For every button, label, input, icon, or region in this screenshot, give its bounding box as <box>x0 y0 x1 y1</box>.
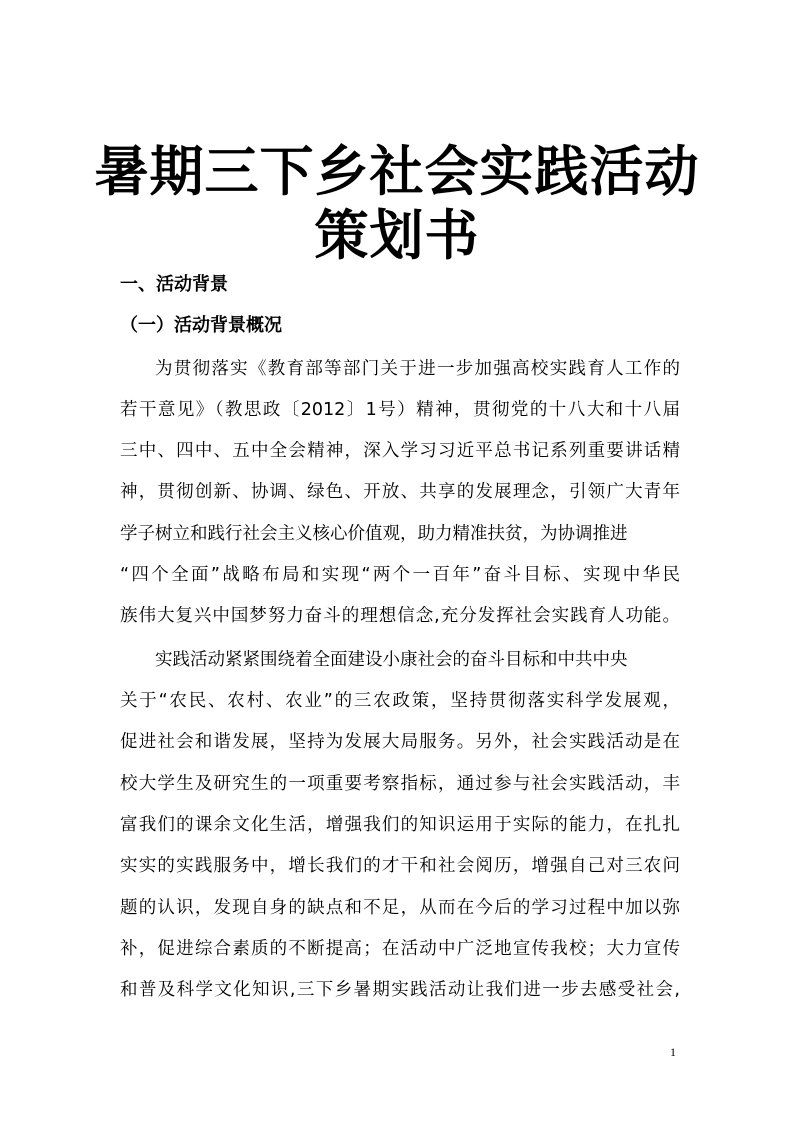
paragraph-line: 促进社会和谐发展，坚持为发展大局服务。另外，社会实践活动是在 <box>120 732 680 752</box>
document-title-line-2: 策划书 <box>314 204 480 267</box>
page-number: 1 <box>670 1045 676 1059</box>
paragraph-line: 为贯彻落实《教育部等部门关于进一步加强高校实践育人工作的 <box>155 359 680 379</box>
paragraph-line: 关于“农民、农村、农业”的三农政策，坚持贯彻落实科学发展观， <box>120 691 680 711</box>
paragraph-line: 和普及科学文化知识,三下乡暑期实践活动让我们进一步去感受社会, <box>120 980 680 1000</box>
paragraph-line: 补，促进综合素质的不断提高；在活动中广泛地宣传我校；大力宣传 <box>120 939 680 959</box>
paragraph-line: 族伟大复兴中国梦努力奋斗的理想信念,充分发挥社会实践育人功能。 <box>120 606 680 626</box>
paragraph-line: “四个全面”战略布局和实现“两个一百年”奋斗目标、实现中华民 <box>120 565 680 585</box>
subsection-heading: （一）活动背景概况 <box>120 315 282 336</box>
section-heading: 一、活动背景 <box>120 274 228 295</box>
document-title-line-1: 暑期三下乡社会实践活动 <box>94 140 700 203</box>
paragraph-line: 若干意见》（教思政〔2012〕1号）精神，贯彻党的十八大和十八届 <box>120 400 680 420</box>
paragraph-line: 学子树立和践行社会主义核心价值观，助力精准扶贫，为协调推进 <box>120 524 628 544</box>
paragraph-line: 题的认识，发现自身的缺点和不足，从而在今后的学习过程中加以弥 <box>120 898 680 918</box>
paragraph-line: 三中、四中、五中全会精神，深入学习习近平总书记系列重要讲话精 <box>120 441 680 461</box>
paragraph-line: 神，贯彻创新、协调、绿色、开放、共享的发展理念，引领广大青年 <box>120 482 680 502</box>
paragraph-line: 校大学生及研究生的一项重要考察指标，通过参与社会实践活动，丰 <box>120 774 680 794</box>
paragraph-line: 实践活动紧紧围绕着全面建设小康社会的奋斗目标和中共中央 <box>155 650 628 670</box>
paragraph-line: 实实的实践服务中，增长我们的才干和社会阅历，增强自己对三农问 <box>120 856 680 876</box>
paragraph-line: 富我们的课余文化生活，增强我们的知识运用于实际的能力，在扎扎 <box>120 815 680 835</box>
